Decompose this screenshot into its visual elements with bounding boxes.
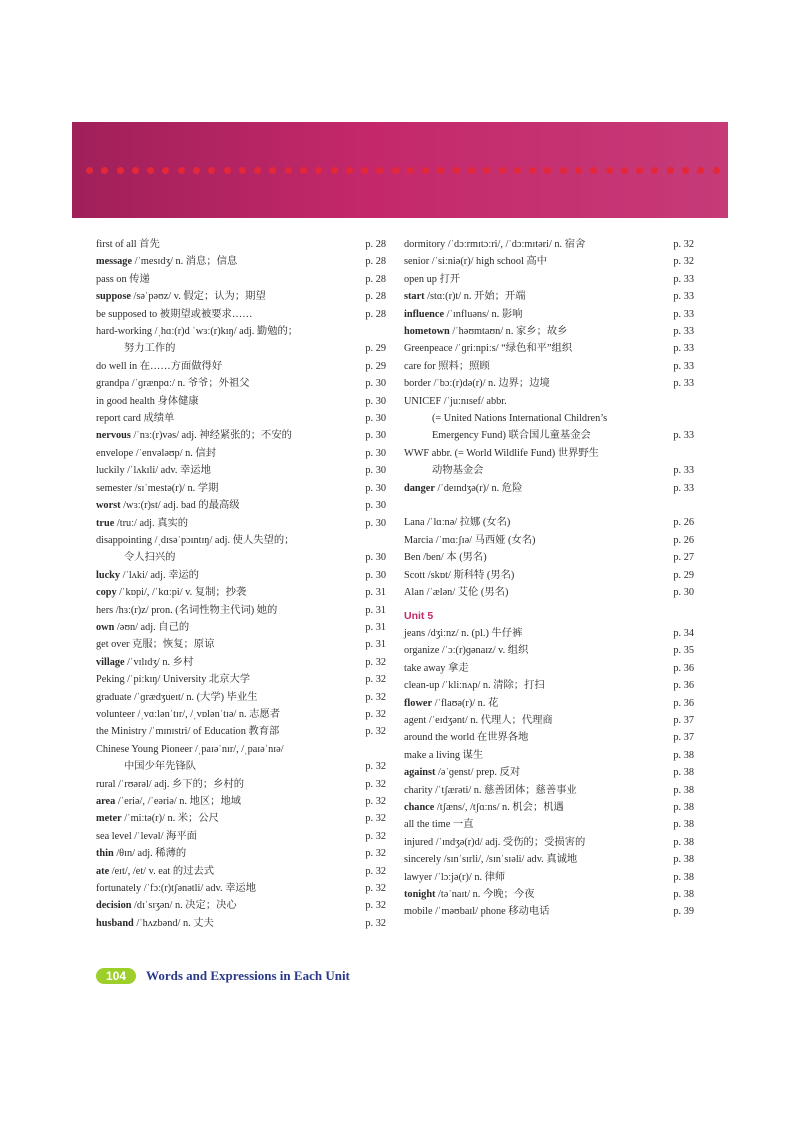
page-ref: p. 28 (365, 308, 386, 320)
page-ref: p. 36 (673, 697, 694, 709)
banner-dot (132, 167, 139, 174)
banner-dot (468, 167, 475, 174)
vocab-text: decision /dɪˈsɪʒən/ n. 决定；决心 (96, 900, 237, 912)
vocab-entry (96, 236, 386, 253)
vocab-entry (404, 427, 694, 444)
page-ref: p. 27 (673, 552, 694, 564)
page-ref: p. 32 (365, 883, 386, 895)
vocab-text: village /ˈvɪlɪdʒ/ n. 乡村 (96, 656, 194, 668)
page-ref: p. 26 (673, 534, 694, 546)
vocab-text: tonight /təˈnaɪt/ n. 今晚；今夜 (404, 889, 535, 900)
banner-dot (101, 167, 108, 174)
vocab-text: the Ministry /ˈmɪnɪstri/ of Education 教育部 (96, 726, 280, 738)
vocab-text: border /ˈbɔː(r)də(r)/ n. 边界；边境 (404, 378, 550, 390)
page-ref: p. 32 (365, 865, 386, 877)
vocab-entry (404, 462, 694, 479)
vocab-text: Alan /ˈælən/ 艾伦 (男名) (404, 587, 509, 599)
banner-dot (162, 167, 169, 174)
page-ref: p. 28 (365, 291, 386, 303)
vocab-entry (404, 288, 694, 305)
page-ref: p. 30 (365, 447, 386, 459)
vocab-entry (404, 532, 694, 549)
vocab-entry (96, 758, 386, 775)
vocab-text: injured /ˈɪndʒə(r)d/ adj. 受伤的；受损害的 (404, 836, 586, 848)
page-ref: p. 38 (673, 854, 694, 866)
left-vocabulary-column (96, 236, 386, 932)
vocab-entry (96, 358, 386, 375)
vocab-entry (404, 253, 694, 270)
vocab-entry (96, 306, 386, 323)
banner-dot (575, 167, 582, 174)
vocab-text: Lana /ˈlɑːnə/ 拉娜 (女名) (404, 517, 511, 529)
vocab-text: luckily /ˈlʌkɪli/ adv. 幸运地 (96, 465, 211, 477)
vocab-entry (96, 741, 386, 758)
banner-dot (453, 167, 460, 174)
page-ref: p. 38 (673, 784, 694, 796)
vocab-text: area /ˈeriə/, /ˈeəriə/ n. 地区；地域 (96, 796, 242, 807)
banner-dot (514, 167, 521, 174)
vocab-text: rural /ˈrʊərəl/ adj. 乡下的；乡村的 (96, 778, 245, 790)
page-ref: p. 33 (673, 465, 694, 477)
banner-dot (178, 167, 185, 174)
vocab-text: open up 打开 (404, 273, 461, 285)
page-ref: p. 32 (365, 778, 386, 790)
vocab-entry (404, 782, 694, 799)
page-ref: p. 32 (365, 656, 386, 668)
page-ref: p. 30 (365, 430, 386, 442)
banner-dot (636, 167, 643, 174)
vocab-entry (404, 747, 694, 764)
page-ref: p. 32 (365, 761, 386, 773)
banner-dot (437, 167, 444, 174)
vocab-text: Chinese Young Pioneer /ˌpaɪəˈnɪr/, /ˌpaɪəˈnɪə/ (96, 743, 284, 755)
page-ref: p. 32 (365, 830, 386, 842)
vocab-text: Scott /skɒt/ 斯科特 (男名) (404, 569, 515, 581)
vocab-entry (404, 306, 694, 323)
vocab-entry (96, 410, 386, 427)
vocab-text: worst /wɜː(r)st/ adj. bad 的最高级 (96, 500, 240, 512)
vocab-text: suppose /səˈpəʊz/ v. 假定；认为；期望 (96, 291, 266, 303)
banner-dot (331, 167, 338, 174)
banner-dot (560, 167, 567, 174)
page-ref: p. 28 (365, 256, 386, 268)
page-ref: p. 33 (673, 378, 694, 390)
vocab-text: sincerely /sɪnˈsɪrli/, /sɪnˈsɪəli/ adv. 真诚地 (404, 854, 578, 866)
vocab-text: do well in 在……方面做得好 (96, 360, 223, 372)
vocab-text: sea level /ˈlevəl/ 海平面 (96, 830, 197, 842)
vocab-entry (404, 358, 694, 375)
vocab-text: be supposed to 被期望或被要求…… (96, 308, 253, 320)
vocab-entry (96, 567, 386, 584)
page-ref: p. 38 (673, 836, 694, 848)
vocab-text: pass on 传递 (96, 273, 150, 285)
vocab-text: meter /ˈmiːtə(r)/ n. 米；公尺 (96, 813, 219, 825)
banner-dot (606, 167, 613, 174)
banner-dot (315, 167, 322, 174)
vocab-text: UNICEF /ˈjuːnɪsef/ abbr. (404, 395, 507, 407)
page-ref: p. 30 (365, 482, 386, 494)
vocab-entry (404, 799, 694, 816)
banner-dot (193, 167, 200, 174)
page-ref: p. 31 (365, 604, 386, 616)
vocab-entry (404, 567, 694, 584)
banner-dot (224, 167, 231, 174)
banner-dot (651, 167, 658, 174)
banner-dot-row (86, 164, 720, 176)
vocab-entry (404, 903, 694, 920)
banner-dot (208, 167, 215, 174)
vocab-text: 动物基金会 (432, 465, 484, 477)
vocab-text: dormitory /ˈdɔːrmɪtɔːri/, /ˈdɔːmɪtəri/ n. 宿舍 (404, 239, 586, 250)
page-ref: p. 30 (365, 569, 386, 581)
vocab-entry (96, 828, 386, 845)
vocab-entry (404, 729, 694, 746)
vocab-entry (404, 834, 694, 851)
vocab-entry (404, 816, 694, 833)
vocab-entry (96, 462, 386, 479)
header-banner (72, 122, 728, 218)
page-ref: p. 31 (365, 639, 386, 651)
banner-dot (621, 167, 628, 174)
vocab-text: 令人扫兴的 (124, 552, 176, 564)
vocab-text: flower /ˈflaʊə(r)/ n. 花 (404, 697, 499, 709)
banner-dot (392, 167, 399, 174)
vocab-entry (404, 549, 694, 566)
vocab-text: copy /ˈkɒpi/, /ˈkɑːpi/ v. 复制；抄袭 (96, 587, 247, 599)
page-ref: p. 29 (365, 360, 386, 372)
vocab-entry (96, 793, 386, 810)
banner-dot (697, 167, 704, 174)
banner-dot (376, 167, 383, 174)
page-ref: p. 33 (673, 343, 694, 355)
page-ref: p. 28 (365, 273, 386, 285)
vocab-entry (404, 271, 694, 288)
vocab-text: Peking /ˈpiːkɪŋ/ University 北京大学 (96, 674, 251, 686)
vocab-entry (96, 323, 386, 340)
page-ref: p. 37 (673, 714, 694, 726)
vocab-entry (404, 642, 694, 659)
page-ref: p. 38 (673, 871, 694, 883)
vocab-text: senior /ˈsiːniə(r)/ high school 高中 (404, 256, 547, 268)
banner-dot (529, 167, 536, 174)
vocab-entry (96, 497, 386, 514)
page-ref: p. 33 (673, 291, 694, 303)
page-ref: p. 32 (365, 691, 386, 703)
vocab-text: hers /hɜː(r)z/ pron. (名词性物主代词) 她的 (96, 604, 278, 616)
vocab-text: make a living 谋生 (404, 749, 484, 761)
vocab-entry (404, 393, 694, 410)
page-ref: p. 33 (673, 326, 694, 338)
vocab-entry (404, 712, 694, 729)
vocab-entry (96, 654, 386, 671)
banner-dot (254, 167, 261, 174)
page-ref: p. 39 (673, 906, 694, 918)
banner-dot (407, 167, 414, 174)
page-ref: p. 36 (673, 662, 694, 674)
vocab-text: take away 拿走 (404, 662, 469, 674)
vocab-text: all the time 一直 (404, 819, 474, 831)
banner-dot (590, 167, 597, 174)
page-footer (96, 966, 350, 986)
page-ref: p. 33 (673, 430, 694, 442)
vocab-entry (404, 584, 694, 601)
vocab-text: first of all 首先 (96, 239, 160, 250)
vocab-text: (= United Nations International Children’s (432, 413, 608, 425)
vocab-text: fortunately /ˈfɔː(r)tʃənətli/ adv. 幸运地 (96, 883, 257, 895)
vocab-text: influence /ˈɪnfluəns/ n. 影响 (404, 308, 523, 320)
vocab-text: in good health 身体健康 (96, 395, 199, 407)
unit-heading: Unit 5 (404, 609, 434, 622)
vocab-text: report card 成绩单 (96, 413, 175, 425)
banner-dot (422, 167, 429, 174)
vocab-entry (96, 671, 386, 688)
page-ref: p. 29 (673, 569, 694, 581)
vocab-entry (96, 880, 386, 897)
vocab-entry (96, 776, 386, 793)
page-ref: p. 31 (365, 621, 386, 633)
banner-dot (361, 167, 368, 174)
vocab-text: Ben /ben/ 本 (男名) (404, 552, 487, 564)
vocab-entry (96, 340, 386, 357)
vocab-text: jeans /dʒiːnz/ n. (pl.) 牛仔裤 (404, 627, 523, 639)
page-ref: p. 38 (673, 801, 694, 813)
vocab-text: Greenpeace /ˈɡriːnpiːs/ “绿色和平”组织 (404, 343, 573, 355)
vocab-text: hometown /ˈhəʊmtaʊn/ n. 家乡；故乡 (404, 326, 568, 338)
vocab-entry (404, 445, 694, 462)
vocab-text: organize /ˈɔː(r)ɡənaɪz/ v. 组织 (404, 645, 529, 657)
banner-dot (346, 167, 353, 174)
page-ref: p. 33 (673, 360, 694, 372)
vocab-entry (404, 886, 694, 903)
vocab-entry (404, 764, 694, 781)
page-ref: p. 38 (673, 767, 694, 779)
vocab-entry (96, 253, 386, 270)
page-ref: p. 33 (673, 482, 694, 494)
vocab-entry (96, 480, 386, 497)
vocab-text: own /əʊn/ adj. 自己的 (96, 621, 190, 633)
footer-title: Words and Expressions in Each Unit (146, 968, 350, 983)
page-ref: p. 32 (365, 674, 386, 686)
page-ref: p. 38 (673, 889, 694, 900)
vocab-text: care for 照料；照顾 (404, 360, 490, 372)
banner-dot (117, 167, 124, 174)
vocab-entry (404, 340, 694, 357)
vocab-entry (404, 323, 694, 340)
banner-dot (239, 167, 246, 174)
vocab-text: true /truː/ adj. 真实的 (96, 517, 189, 529)
vocab-text: ate /eɪt/, /et/ v. eat 的过去式 (96, 865, 215, 877)
banner-dot (713, 167, 720, 174)
vocab-text: get over 克服；恢复；原谅 (96, 639, 215, 651)
page-ref: p. 32 (365, 848, 386, 860)
page-ref: p. 30 (365, 552, 386, 564)
vocab-text: WWF abbr. (= World Wildlife Fund) 世界野生 (404, 447, 599, 459)
vocab-entry (404, 695, 694, 712)
page-ref: p. 35 (673, 645, 694, 657)
vocab-text: agent /ˈeɪdʒənt/ n. 代理人；代理商 (404, 714, 553, 726)
vocab-entry (96, 271, 386, 288)
vocab-entry (404, 514, 694, 531)
banner-dot (682, 167, 689, 174)
vocab-text: nervous /ˈnɜː(r)vəs/ adj. 神经紧张的；不安的 (96, 430, 292, 442)
vocab-entry (96, 602, 386, 619)
page-ref: p. 32 (673, 256, 694, 268)
banner-dot (499, 167, 506, 174)
vocab-text: thin /θɪn/ adj. 稀薄的 (96, 848, 187, 860)
page-ref: p. 30 (365, 413, 386, 425)
vocab-text: 努力工作的 (124, 343, 176, 355)
vocab-entry (96, 549, 386, 566)
vocab-entry (404, 869, 694, 886)
vocab-text: husband /ˈhʌzbənd/ n. 丈夫 (96, 917, 214, 929)
page-ref: p. 31 (365, 587, 386, 599)
page-ref: p. 32 (365, 796, 386, 807)
vocab-text: charity /ˈtʃærəti/ n. 慈善团体；慈善事业 (404, 784, 577, 796)
vocab-entry (96, 845, 386, 862)
banner-dot (667, 167, 674, 174)
page-ref: p. 30 (365, 517, 386, 529)
banner-dot (300, 167, 307, 174)
page-ref: p. 30 (365, 378, 386, 390)
page-ref: p. 26 (673, 517, 694, 529)
vocab-text: Marcia /ˈmɑːʃɪə/ 马西娅 (女名) (404, 534, 536, 546)
vocab-entry (96, 375, 386, 392)
vocab-entry (96, 706, 386, 723)
vocab-entry (404, 480, 694, 497)
vocab-entry (96, 288, 386, 305)
banner-dot (86, 167, 93, 174)
page-ref: p. 38 (673, 749, 694, 761)
page-ref: p. 37 (673, 732, 694, 744)
vocab-text: around the world 在世界各地 (404, 732, 529, 744)
page-ref: p. 33 (673, 273, 694, 285)
vocab-text: start /stɑː(r)t/ n. 开始；开端 (404, 291, 526, 303)
page-ref: p. 33 (673, 308, 694, 320)
vocab-text: envelope /ˈenvələʊp/ n. 信封 (96, 447, 217, 459)
vocab-text: lucky /ˈlʌki/ adj. 幸运的 (96, 569, 199, 581)
banner-dot (147, 167, 154, 174)
vocab-entry (96, 689, 386, 706)
page-ref: p. 32 (365, 917, 386, 929)
right-vocabulary-column (404, 236, 694, 921)
vocab-text: chance /tʃæns/, /tʃɑːns/ n. 机会；机遇 (404, 801, 564, 813)
page-ref: p. 32 (365, 708, 386, 720)
vocab-text: Emergency Fund) 联合国儿童基金会 (432, 430, 591, 442)
vocab-text: volunteer /ˌvɑːlənˈtɪr/, /ˌvɒlənˈtɪə/ n. 志愿者 (96, 708, 281, 720)
vocab-entry (404, 851, 694, 868)
vocab-text: against /əˈɡenst/ prep. 反对 (404, 767, 521, 779)
page-ref: p. 30 (673, 587, 694, 599)
vocab-entry (96, 915, 386, 932)
vocab-entry (404, 677, 694, 694)
vocab-entry (96, 897, 386, 914)
vocab-text: 中国少年先锋队 (124, 761, 197, 773)
page-ref: p. 34 (673, 627, 694, 639)
page-ref: p. 38 (673, 819, 694, 831)
vocab-entry (96, 723, 386, 740)
vocab-text: message /ˈmesɪdʒ/ n. 消息；信息 (96, 256, 238, 268)
page-number-badge: 104 (96, 968, 136, 984)
banner-dot (544, 167, 551, 174)
page-ref: p. 32 (365, 813, 386, 825)
vocab-text: hard-working /ˌhɑː(r)d ˈwɜː(r)kɪŋ/ adj. 勤勉的； (96, 326, 299, 338)
page-ref: p. 30 (365, 395, 386, 407)
vocab-text: semester /sɪˈmestə(r)/ n. 学期 (96, 482, 219, 494)
vocab-entry (96, 532, 386, 549)
vocab-entry (96, 445, 386, 462)
spacer (404, 497, 694, 514)
page-ref: p. 32 (365, 726, 386, 738)
banner-dot (285, 167, 292, 174)
vocab-entry (96, 427, 386, 444)
vocab-entry (404, 625, 694, 642)
vocab-text: clean-up /ˈkliːnʌp/ n. 清除；打扫 (404, 680, 545, 692)
page-ref: p. 32 (673, 239, 694, 250)
page-ref: p. 36 (673, 680, 694, 692)
vocab-text: lawyer /ˈlɔːjə(r)/ n. 律师 (404, 871, 506, 883)
vocab-text: grandpa /ˈɡrænpɑː/ n. 爷爷；外祖父 (96, 378, 250, 390)
banner-dot (269, 167, 276, 174)
vocab-entry (96, 584, 386, 601)
vocab-entry (96, 619, 386, 636)
vocab-entry (96, 810, 386, 827)
vocab-entry (404, 410, 694, 427)
vocab-entry (404, 236, 694, 253)
page-ref: p. 28 (365, 239, 386, 250)
vocab-text: disappointing /ˌdɪsəˈpɔɪntɪŋ/ adj. 使人失望的； (96, 534, 295, 546)
vocab-entry (96, 515, 386, 532)
vocab-entry (96, 393, 386, 410)
vocab-text: mobile /ˈməʊbaɪl/ phone 移动电话 (404, 906, 550, 918)
vocab-text: graduate /ˈɡrædʒueɪt/ n. (大学) 毕业生 (96, 691, 258, 703)
page-ref: p. 29 (365, 343, 386, 355)
vocab-entry (404, 375, 694, 392)
page-ref: p. 30 (365, 465, 386, 477)
banner-dot (483, 167, 490, 174)
vocab-entry (96, 863, 386, 880)
vocab-entry (404, 660, 694, 677)
vocab-entry (96, 636, 386, 653)
page-ref: p. 30 (365, 500, 386, 512)
vocab-text: danger /ˈdeɪndʒə(r)/ n. 危险 (404, 482, 523, 494)
page-ref: p. 32 (365, 900, 386, 912)
